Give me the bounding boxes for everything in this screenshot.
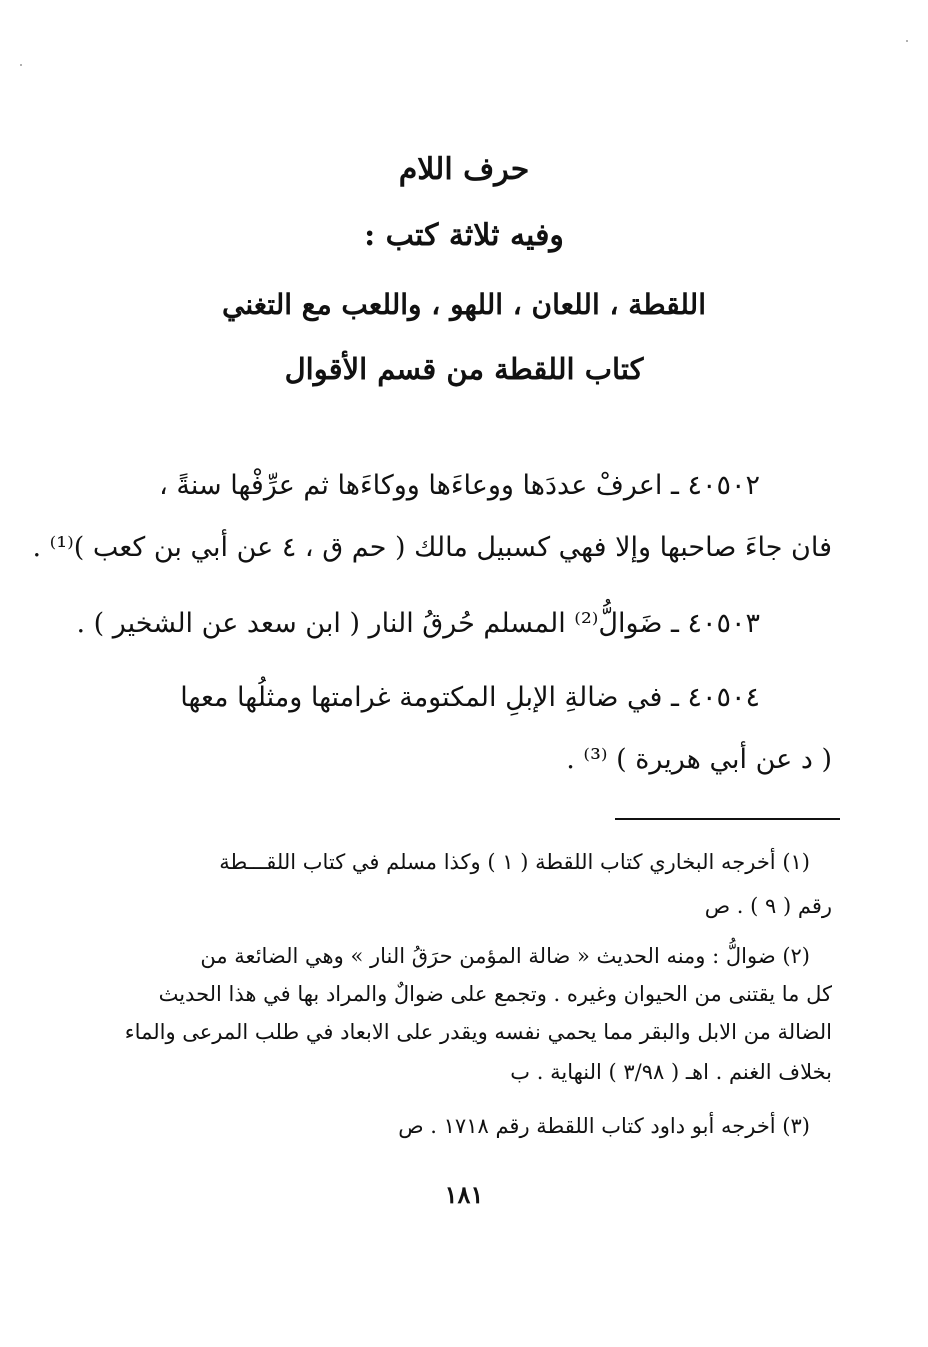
footnote-separator bbox=[615, 818, 840, 820]
footnote-line: رقم ( ٩ ) . ص bbox=[704, 894, 832, 918]
hadith-entry-line: فان جاءَ صاحبها وإلا فهي كسبيل مالك ( حم ق ، ٤ عن أبي بن كعب )⁽¹⁾ . bbox=[32, 532, 832, 563]
hadith-entry-line: ٤٠٥٠٢ ـ اعرفْ عددَها ووعاءَها ووكاءَها ثم عرِّفْها سنةً ، bbox=[159, 470, 760, 501]
footnote-line: بخلاف الغنم . اهـ ( ٣/٩٨ ) النهاية . ب bbox=[510, 1060, 832, 1084]
page-number: ١٨١ bbox=[444, 1180, 484, 1209]
hadith-entry-line: ( د عن أبي هريرة ) ⁽³⁾ . bbox=[566, 744, 832, 775]
scan-speck bbox=[906, 40, 908, 42]
footnote-line: (١) أخرجه البخاري كتاب اللقطة ( ١ ) وكذا مسلم في كتاب اللقـــطة bbox=[219, 850, 810, 874]
footnote-line: (٢) ضوالُّ : ومنه الحديث « ضالة المؤمن حرَقُ النار » وهي الضائعة من bbox=[200, 944, 810, 968]
hadith-entry-line: ٤٠٥٠٤ ـ في ضالةِ الإبلِ المكتومة غرامتها ومثلُها معها bbox=[180, 682, 760, 713]
books-count-heading: وفيه ثلاثة كتب : bbox=[364, 218, 564, 253]
hadith-entry-line: ٤٠٥٠٣ ـ ضَوالُّ⁽²⁾ المسلم حُرقُ النار ( ابن سعد عن الشخير ) . bbox=[76, 608, 760, 639]
footnote-line: (٣) أخرجه أبو داود كتاب اللقطة رقم ١٧١٨ . ص bbox=[398, 1114, 810, 1138]
books-list-heading: اللقطة ، اللعان ، اللهو ، واللعب مع التغني bbox=[221, 288, 706, 321]
footnote-line: الضالة من الابل والبقر مما يحمي نفسه ويقدر على الابعاد في طلب المرعى والماء bbox=[124, 1020, 832, 1044]
scan-speck bbox=[20, 64, 22, 66]
letter-title: حرف اللام bbox=[398, 152, 530, 187]
footnote-line: كل ما يقتنى من الحيوان وغيره . وتجمع على ضوالٌ والمراد بها في هذا الحديث bbox=[158, 982, 832, 1006]
book-section-heading: كتاب اللقطة من قسم الأقوال bbox=[284, 352, 644, 386]
